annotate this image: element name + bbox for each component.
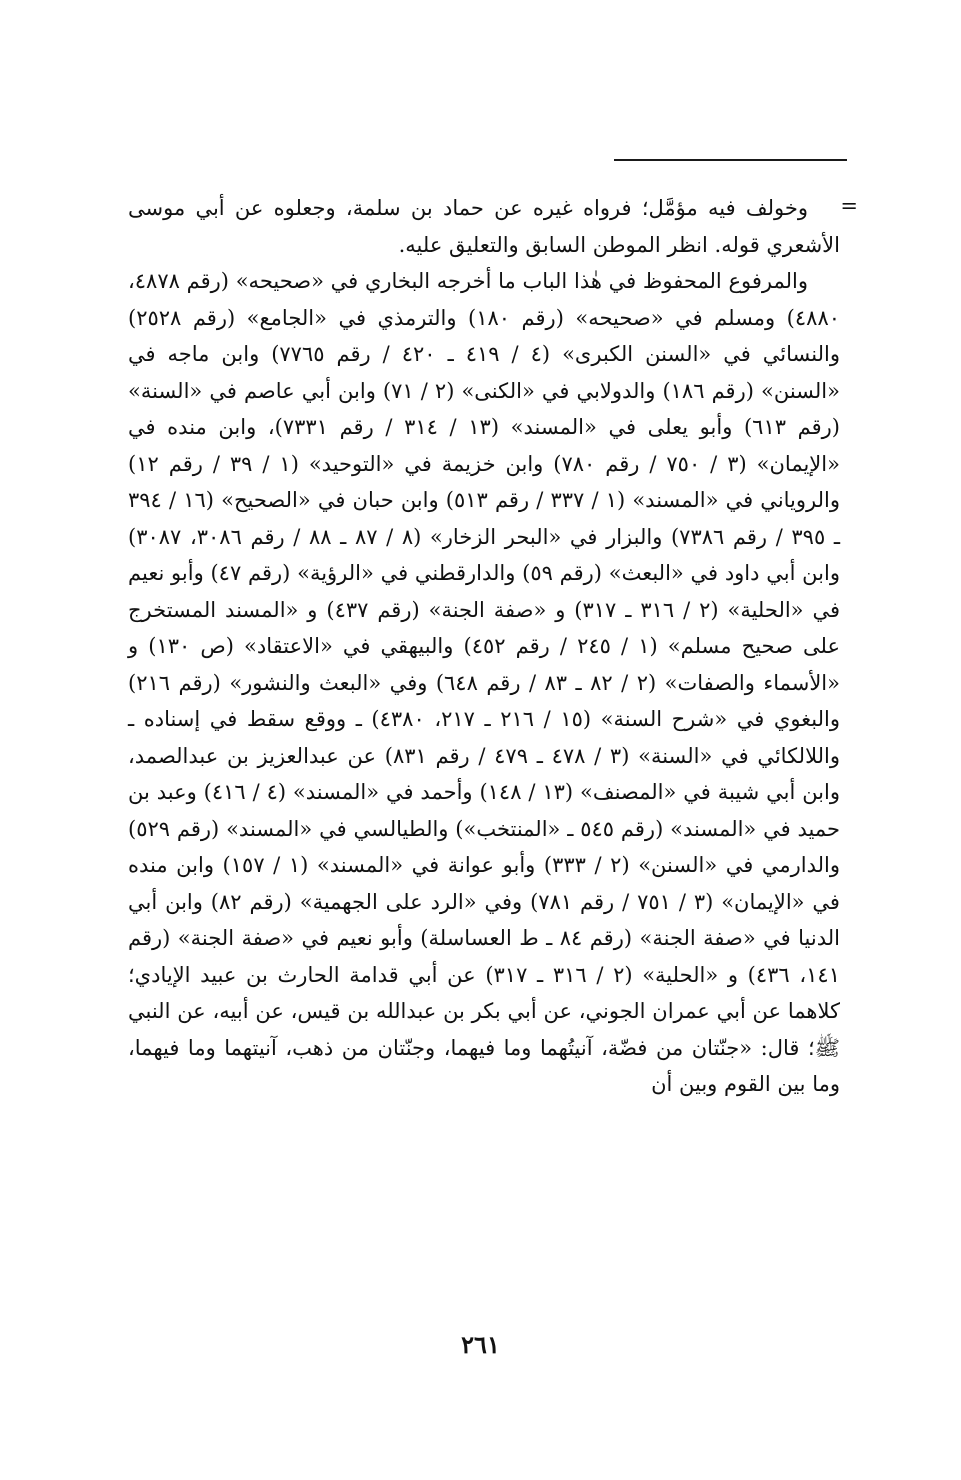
page-number: ٢٦١	[461, 1330, 500, 1359]
continuation-mark: =	[840, 194, 858, 218]
paragraph-references: والمرفوع المحفوظ في هٰذا الباب ما أخرجه البخاري في «صحيحه» (رقم ٤٨٧٨، ٤٨٨٠) ومسلم في «صحيحه» (رقم ١٨٠) والترمذي في «الجامع» (رقم ٢٥٢٨) والنسائي في «السنن الكبرى» (٤ / ٤١٩ ـ ٤٢٠ / رقم ٧٧٦٥) وابن ماجه في «السنن» (رقم ١٨٦) والدولابي في «الكنى» (٢ / ٧١) وابن أبي عاصم في «السنة» (رقم ٦١٣) وأبو يعلى في «المسند» (١٣ / ٣١٤ / رقم ٧٣٣١)، وابن منده في «الإيمان» (٣ / ٧٥٠ / رقم ٧٨٠) وابن خزيمة في «التوحيد» (١ / ٣٩ / رقم ١٢) والروياني في «المسند» (١ / ٣٣٧ / رقم ٥١٣) وابن حبان في «الصحيح» (١٦ / ٣٩٤ ـ ٣٩٥ / رقم ٧٣٨٦) والبزار في «البحر الزخار» (٨ / ٨٧ ـ ٨٨ / رقم ٣٠٨٦، ٣٠٨٧) وابن أبي داود في «البعث» (رقم ٥٩) والدارقطني في «الرؤية» (رقم ٤٧) وأبو نعيم في «الحلية» (٢ / ٣١٦ ـ ٣١٧) و «صفة الجنة» (رقم ٤٣٧) و «المسند المستخرج على صحيح مسلم» (١ / ٢٤٥ / رقم ٤٥٢) والبيهقي في «الاعتقاد» (ص ١٣٠) و «الأسماء والصفات» (٢ / ٨٢ ـ ٨٣ / رقم ٦٤٨) وفي «البعث والنشور» (رقم ٢١٦) والبغوي في «شرح السنة» (١٥ / ٢١٦ ـ ٢١٧، ٤٣٨٠) ـ ووقع سقط في إسناده ـ واللالكائي في «السنة» (٣ / ٤٧٨ ـ ٤٧٩ / رقم ٨٣١) عن عبدالعزيز بن عبدالصمد، وابن أبي شيبة في «المصنف» (١٣ / ١٤٨) وأحمد في «المسند» (٤ / ٤١٦) وعبد بن حميد في «المسند» (رقم ٥٤٥ ـ «المنتخب») والطيالسي في «المسند» (رقم ٥٢٩) والدارمي في «السنن» (٢ / ٣٣٣) وأبو عوانة في «المسند» (١ / ١٥٧) وابن منده في «الإيمان» (٣ / ٧٥١ / رقم ٧٨١) وفي «الرد على الجهمية» (رقم ٨٢) وابن أبي الدنيا في «صفة الجنة» (رقم ٨٤ ـ ط العساسلة) وأبو نعيم في «صفة الجنة» (رقم ١٤١، ٤٣٦) و «الحلية» (٢ / ٣١٦ ـ ٣١٧) عن أبي قدامة الحارث بن عبيد الإيادي؛ كلاهما عن أبي عمران الجوني، عن أبي بكر بن عبدالله بن قيس، عن أبيه، عن النبي ﷺ؛ قال: «جنّتان من فضّة، آنيتُهما وما فيهما، وجنّتان من ذهب، آنيتهما وما فيهما، وما بين القوم وبين أن	[128, 269, 841, 1096]
paragraph-continuation: وخولف فيه مؤمَّل؛ فرواه غيره عن حماد بن سلمة، وجعلوه عن أبي موسى الأشعري قوله. انظر الموطن السابق والتعليق عليه.	[128, 196, 840, 257]
footnote-separator-rule	[614, 159, 847, 161]
footnote-text-block	[128, 190, 840, 1103]
